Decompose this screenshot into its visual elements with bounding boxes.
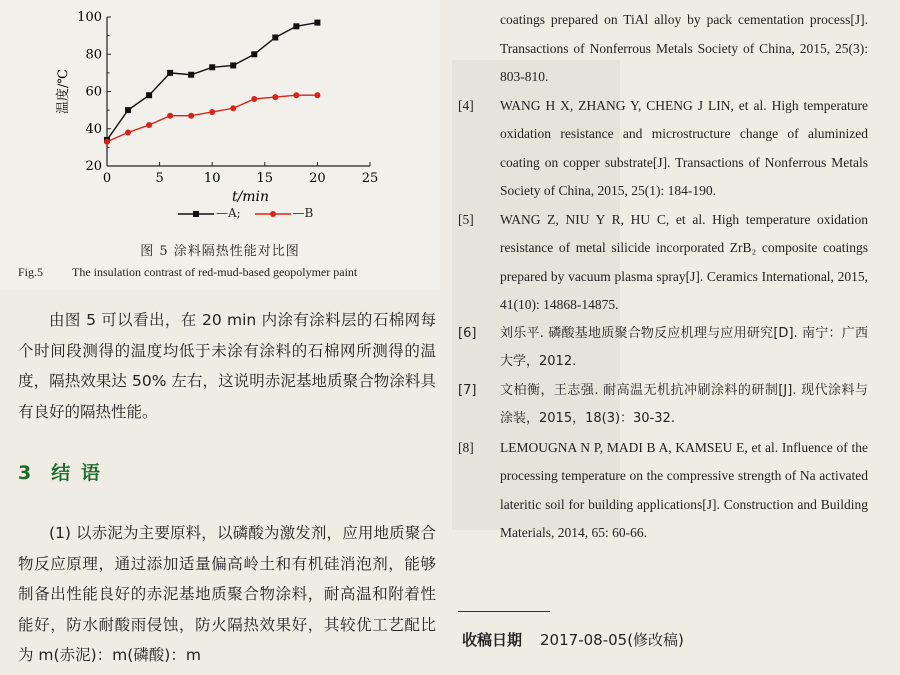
data-point-a <box>146 92 152 98</box>
data-point-b <box>251 96 257 102</box>
section-title: 结 语 <box>51 462 102 484</box>
data-point-b <box>146 122 152 128</box>
x-tick-label: 25 <box>361 171 379 186</box>
data-point-b <box>188 113 194 119</box>
legend-label-a: —A; <box>216 206 241 220</box>
reference-text: WANG Z, NIU Y R, HU C, et al. High temperature oxidation resistance of metal silicide incorporated ZrB₂ composite coatings prepared by vacuum plasma spray[J]. Ceramics International, 2015, 41(10): 14868-14875. <box>500 211 868 312</box>
figure-caption-en <box>18 263 428 281</box>
data-point-b <box>125 129 131 135</box>
reference-item <box>458 92 868 206</box>
x-tick-label: 15 <box>256 171 274 186</box>
reference-number: [6] <box>458 325 477 341</box>
received-date <box>462 629 684 650</box>
footnote-rule <box>458 611 550 612</box>
chart-axes <box>107 17 370 166</box>
x-tick-label: 20 <box>309 171 326 186</box>
data-point-a <box>230 62 236 68</box>
section-number: 3 <box>18 462 34 484</box>
y-tick-label: 100 <box>77 10 102 25</box>
data-point-b <box>230 105 236 111</box>
data-point-b <box>209 109 215 115</box>
legend-label-b: —B <box>292 206 314 220</box>
reference-item <box>458 206 868 320</box>
reference-text: WANG H X, ZHANG Y, CHENG J LIN, et al. High temperature oxidation resistance and microstructure change of aluminized coating on copper substrate[J]. Transactions of Nonferrous Metals Society of China, 2015, 25(1): 184-190. <box>500 97 868 198</box>
paragraph-conclusion <box>18 518 436 671</box>
figure-caption-cn: 图 5 涂料隔热性能对比图 <box>140 244 300 259</box>
data-point-b <box>314 92 320 98</box>
chart-ticks <box>77 10 378 186</box>
data-point-a <box>188 72 194 78</box>
chart-legend <box>176 206 313 220</box>
reference-number: [4] <box>458 97 474 113</box>
reference-list <box>458 6 868 548</box>
chart-series <box>104 20 320 145</box>
y-tick-label: 40 <box>85 121 102 137</box>
reference-text: coatings prepared on TiAl alloy by pack cementation process[J]. Transactions of Nonferrous Metals Society of China, 2015, 25(3): 803-810. <box>500 12 868 84</box>
reference-text: 刘乐平. 磷酸基地质聚合物反应机理与应用研究[D]. 南宁：广西大学，2012. <box>500 325 868 369</box>
data-point-a <box>125 107 131 113</box>
received-date-label: 收稿日期 <box>462 631 523 649</box>
figure-caption-en-text: The insulation contrast of red-mud-based geopolymer paint <box>72 265 358 279</box>
reference-item <box>458 377 868 434</box>
y-tick-label: 80 <box>85 47 102 63</box>
data-point-a <box>209 64 215 70</box>
reference-number: [8] <box>458 439 474 455</box>
figure-caption-en-label: Fig.5 <box>18 265 44 279</box>
x-tick-label: 0 <box>102 171 112 186</box>
reference-item <box>458 6 868 92</box>
legend-marker-b <box>253 208 293 220</box>
data-point-b <box>167 113 173 119</box>
section-heading <box>18 458 102 485</box>
data-point-a <box>314 20 320 26</box>
data-point-b <box>272 94 278 100</box>
temperature-chart <box>0 0 440 235</box>
series-line-a <box>107 23 317 140</box>
legend-marker-a <box>176 208 216 220</box>
y-tick-label: 60 <box>85 84 102 100</box>
y-axis-label: 温度/℃ <box>56 69 71 114</box>
data-point-b <box>104 139 110 145</box>
data-point-a <box>251 51 257 57</box>
reference-number: [7] <box>458 382 477 398</box>
x-tick-label: 5 <box>155 171 164 186</box>
reference-text: 文柏衡，王志强. 耐高温无机抗冲刷涂料的研制[J]. 现代涂料与涂装，2015，18(3)：30-32. <box>500 382 868 426</box>
data-point-a <box>293 23 299 29</box>
reference-item <box>458 320 868 377</box>
paragraph-result <box>18 305 436 427</box>
reference-number: [5] <box>458 211 474 227</box>
data-point-a <box>167 70 173 76</box>
y-tick-label: 20 <box>85 159 102 174</box>
data-point-a <box>272 34 278 40</box>
reference-item <box>458 434 868 548</box>
received-date-value: 2017-08-05(修改稿) <box>540 631 684 649</box>
data-point-b <box>293 92 299 98</box>
reference-text: LEMOUGNA N P, MADI B A, KAMSEU E, et al. Influence of the processing temperature on the compressive strength of Na activated lateritic soil for building applications[J]. Construction and Building Materials, 2014, 65: 60-66. <box>500 439 868 540</box>
x-tick-label: 10 <box>203 171 221 186</box>
paragraph-result-text: 由图 5 可以看出，在 20 min 内涂有涂料层的石棉网每个时间段测得的温度均低于未涂有涂料的石棉网所测得的温度，隔热效果达 50% 左右，这说明赤泥基地质聚合物涂料具有良好的隔热性能。 <box>18 311 436 421</box>
x-axis-label: t/min <box>231 189 270 205</box>
paragraph-conclusion-text: (1) 以赤泥为主要原料，以磷酸为激发剂，应用地质聚合物反应原理，通过添加适量偏高岭土和有机硅消泡剂，能够制备出性能良好的赤泥基地质聚合物涂料，耐高温和附着性能好，防水耐酸雨侵蚀，防火隔热效果好，其较优工艺配比为 m(赤泥)：m(磷酸)：m <box>18 524 436 664</box>
